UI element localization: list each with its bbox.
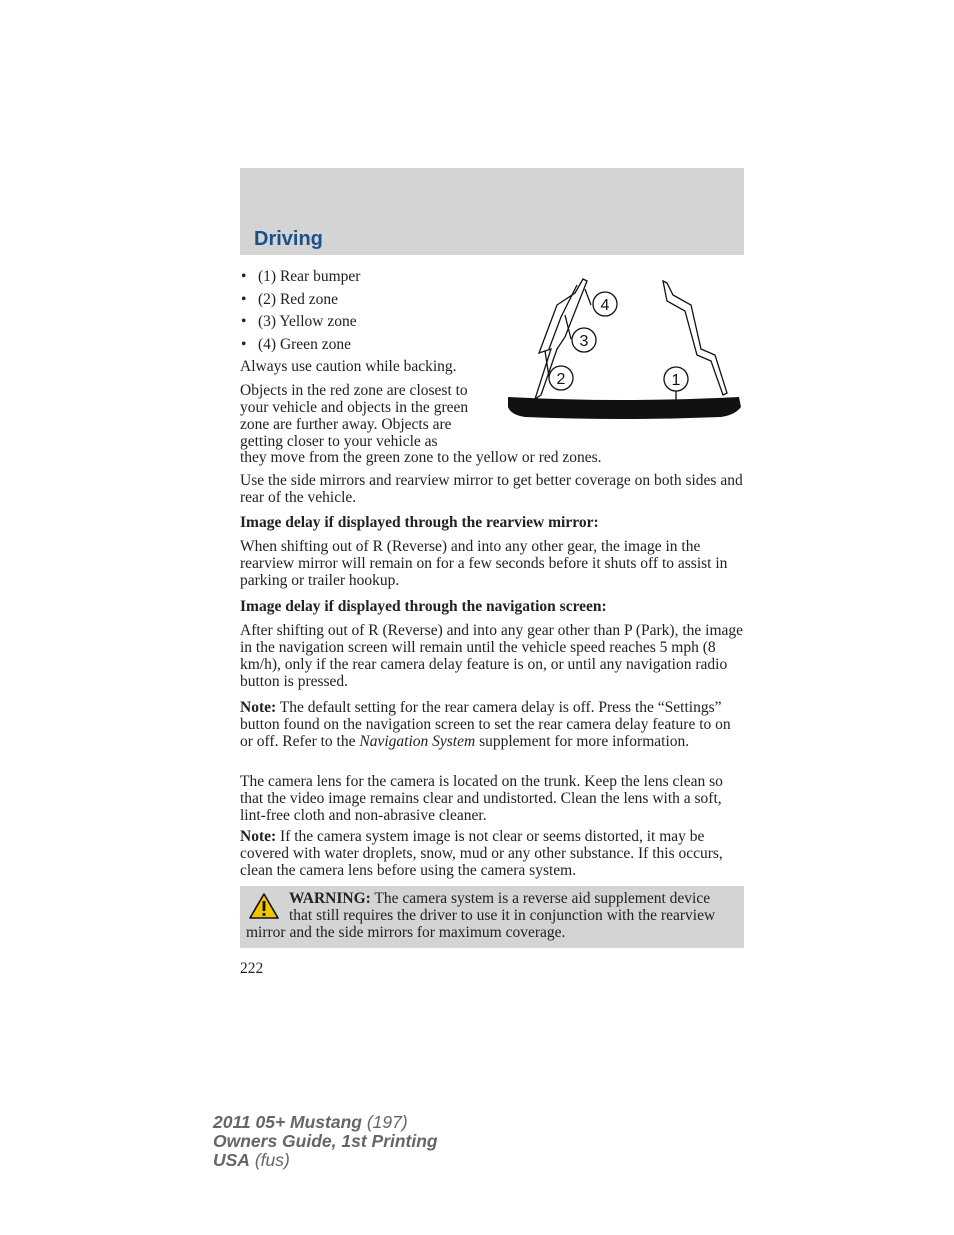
rear-bumper-shape xyxy=(508,397,741,419)
section-title: Driving xyxy=(254,228,323,250)
mirror-delay-heading: Image delay if displayed through the rearview mirror: xyxy=(240,514,599,531)
document-footer xyxy=(213,1113,438,1170)
warning-label: WARNING: xyxy=(289,890,371,907)
list-item xyxy=(240,291,500,314)
footer-line-1: 2011 05+ Mustang (197) xyxy=(213,1112,408,1132)
list-item-text: (4) Green zone xyxy=(258,336,351,354)
bullet-icon: • xyxy=(241,290,247,308)
leader-line-4 xyxy=(585,289,591,305)
warning-text xyxy=(246,890,732,941)
callout-label-2: 2 xyxy=(556,371,566,388)
nav-delay-heading: Image delay if displayed through the navigation screen: xyxy=(240,598,607,615)
list-item xyxy=(240,268,500,291)
footer-line-3: USA (fus) xyxy=(213,1150,290,1170)
note-reference: Navigation System xyxy=(359,733,476,750)
zones-paragraph: Objects in the red zone are closest to your vehicle and objects in the green zone are further away. Objects are getting closer to your vehicle as xyxy=(240,382,469,450)
nav-delay-paragraph: After shifting out of R (Reverse) and into any gear other than P (Park), the image in the navigation screen will remain until the vehicle speed reaches 5 mph (8 km/h), only if the rear camera delay feature is on, or until any navigation radio button is pressed. xyxy=(240,622,744,690)
mirrors-paragraph: Use the side mirrors and rearview mirror to get better coverage on both sides and rear of the vehicle. xyxy=(240,472,743,506)
caution-paragraph: Always use caution while backing. xyxy=(240,358,457,375)
callout-label-3: 3 xyxy=(579,333,589,350)
camera-zone-diagram xyxy=(505,275,743,425)
page-number: 222 xyxy=(240,960,264,977)
callout-label-4: 4 xyxy=(600,297,610,314)
warning-box xyxy=(240,886,744,948)
footer-line-2: Owners Guide, 1st Printing xyxy=(213,1131,438,1151)
mirror-delay-paragraph: When shifting out of R (Reverse) and into any other gear, the image in the rearview mirror will remain on for a few seconds before it shuts off to assist in parking or trailer hookup. xyxy=(240,538,728,589)
bullet-icon: • xyxy=(241,313,247,331)
note-label: Note: xyxy=(240,828,277,845)
note-label: Note: xyxy=(240,699,277,716)
note-distortion-paragraph xyxy=(240,828,744,879)
list-item-text: (2) Red zone xyxy=(258,290,339,308)
lens-paragraph: The camera lens for the camera is located on the trunk. Keep the lens clean so that the video image remains clear and undistorted. Clean the lens with a soft, lint-free cloth and non-abrasive cleaner. xyxy=(240,773,723,824)
bullet-icon: • xyxy=(241,336,247,354)
note-settings-paragraph xyxy=(240,699,744,750)
note-text-end: supplement for more information. xyxy=(475,733,690,750)
warning-message: The camera system is a reverse aid supplement device that still requires the driver to use it in conjunction with the rearview mirror and the side mirrors for maximum coverage. xyxy=(246,890,716,941)
note-text: If the camera system image is not clear or seems distorted, it may be covered with water droplets, snow, mud or any other substance. If this occurs, clean the camera lens before using the camera system. xyxy=(240,828,723,879)
note-text: The default setting for the rear camera delay is off. Press the “Settings” button found on the navigation screen to set the rear camera delay feature to on or off. Refer to the xyxy=(240,699,731,750)
zones-paragraph-continued: they move from the green zone to the yellow or red zones. xyxy=(240,449,602,466)
list-item-text: (3) Yellow zone xyxy=(258,313,357,331)
section-header xyxy=(240,168,744,255)
callout-label-1: 1 xyxy=(671,372,681,389)
list-item-text: (1) Rear bumper xyxy=(258,268,361,285)
list-item xyxy=(240,336,500,359)
list-item xyxy=(240,313,500,336)
bullet-icon: • xyxy=(241,268,247,285)
zone-legend-list xyxy=(240,268,500,359)
warning-triangle-icon xyxy=(248,892,280,920)
